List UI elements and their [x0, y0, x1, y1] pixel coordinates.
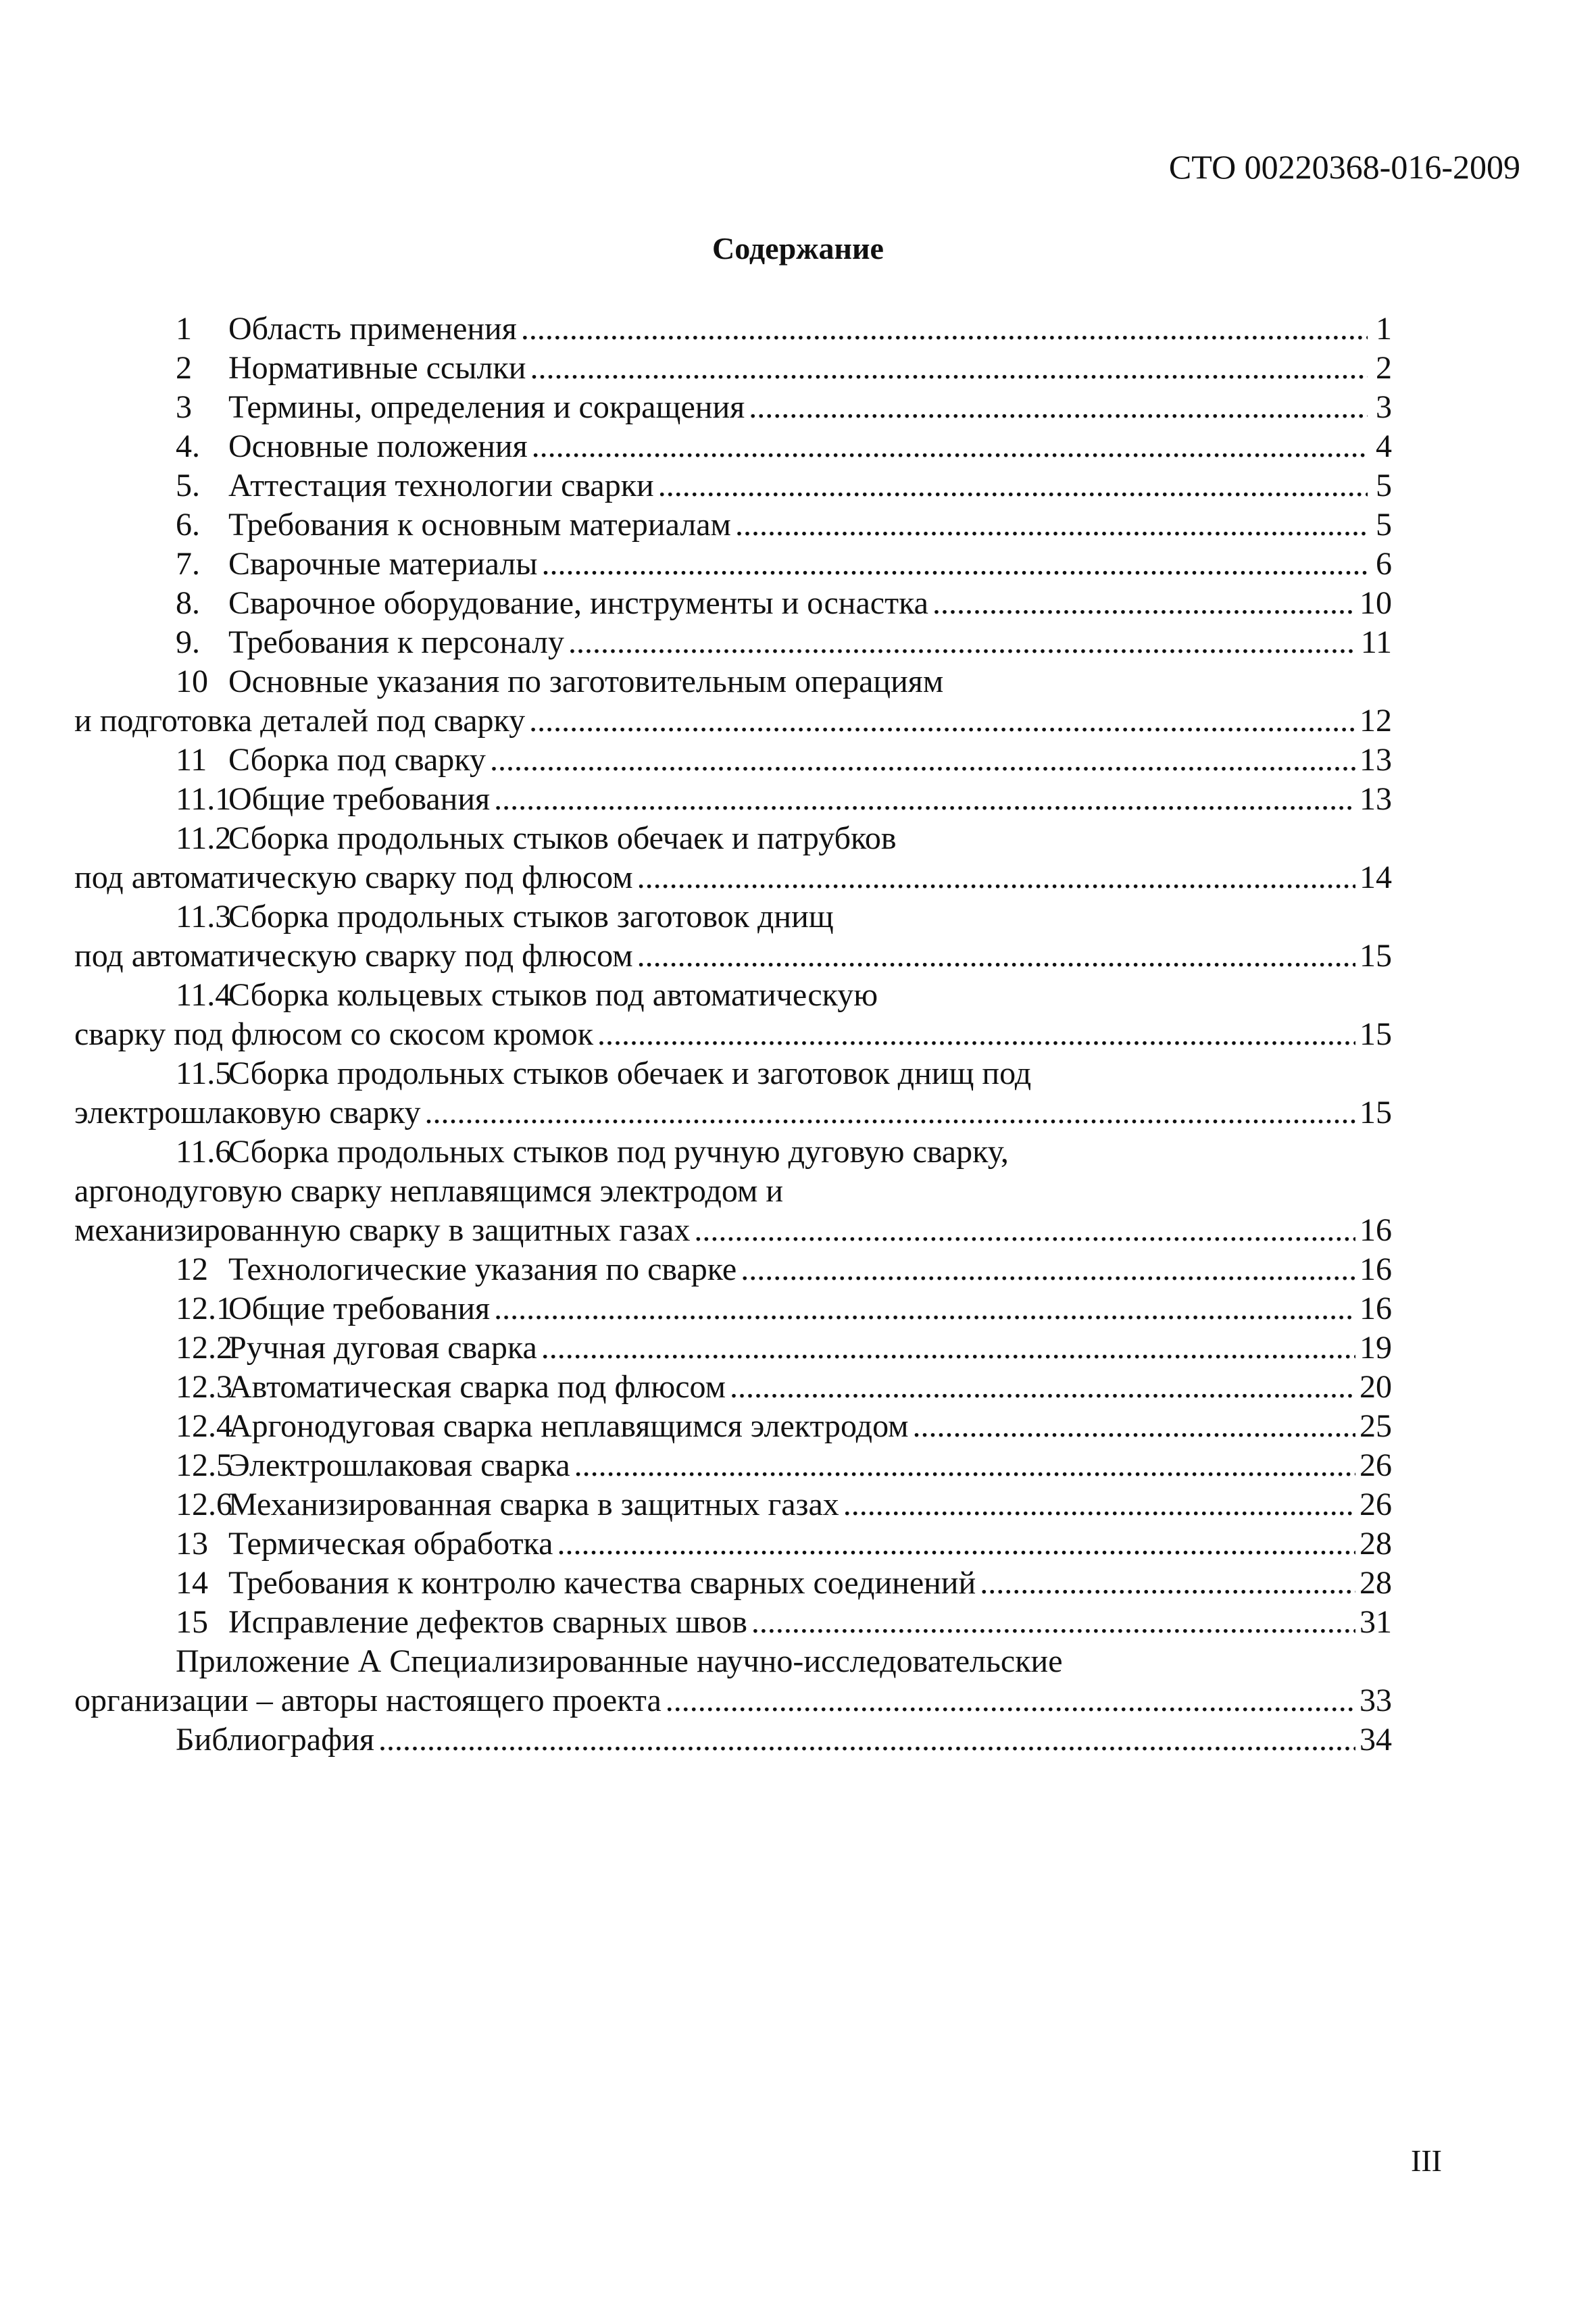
toc-entry-title: Электрошлаковая сварка: [228, 1447, 570, 1483]
toc-entry-title: электрошлаковую сварку: [74, 1095, 421, 1130]
toc-entry-line: [74, 1720, 1392, 1760]
toc-entry-line: [74, 1446, 1392, 1485]
toc-entry-line: [74, 309, 1392, 349]
toc-entry-line: [74, 819, 1392, 858]
toc-entry-page[interactable]: 14: [1360, 860, 1392, 895]
toc-entry-page[interactable]: 2: [1376, 350, 1392, 386]
toc-entry-line: [74, 741, 1392, 780]
toc-entry-page[interactable]: 28: [1360, 1526, 1392, 1562]
toc-entry-number: 5.: [176, 468, 200, 503]
toc-entry: [74, 349, 1392, 388]
toc-entry-number: 11.4: [176, 977, 232, 1013]
toc-dot-leader: [843, 1485, 1355, 1524]
toc-entry: [74, 1407, 1392, 1446]
toc-entry-page[interactable]: 4: [1376, 428, 1392, 464]
toc-entry-number: 1: [176, 311, 192, 347]
toc-dot-leader: [542, 545, 1368, 584]
toc-entry-line: [74, 505, 1392, 545]
toc-entry-page[interactable]: 3: [1376, 389, 1392, 425]
toc-entry-page[interactable]: 15: [1360, 1016, 1392, 1052]
toc-entry-title: Термины, определения и сокращения: [228, 389, 745, 425]
toc-entry: [74, 1368, 1392, 1407]
toc-entry-continuation: [74, 1093, 1392, 1132]
toc-entry-number: 9.: [176, 624, 200, 660]
toc-entry: [74, 1642, 1392, 1720]
toc-entry-title: Основные указания по заготовительным операциям: [228, 664, 944, 699]
toc-entry-number: 10: [176, 664, 208, 699]
toc-entry-title: Общие требования: [228, 781, 491, 817]
toc-entry-line: [74, 584, 1392, 623]
toc-entry: [74, 1289, 1392, 1328]
toc-entry-title: Сварочное оборудование, инструменты и оснастка: [228, 585, 928, 621]
toc-dot-leader: [490, 741, 1355, 780]
toc-entry-line: [74, 1132, 1392, 1172]
toc-entry-title: и подготовка деталей под сварку: [74, 703, 526, 739]
toc-entry-line: [74, 1524, 1392, 1564]
toc-entry-page[interactable]: 20: [1360, 1369, 1392, 1405]
toc-dot-leader: [574, 1446, 1355, 1485]
toc-entry-title: Требования к контролю качества сварных соединений: [228, 1565, 976, 1601]
toc-entry: [74, 584, 1392, 623]
toc-entry-number: 6.: [176, 507, 200, 543]
toc-entry: [74, 1524, 1392, 1564]
toc-entry-title: Сборка кольцевых стыков под автоматическую: [228, 977, 878, 1013]
toc-entry-page[interactable]: 25: [1360, 1408, 1392, 1444]
toc-dot-leader: [980, 1564, 1355, 1603]
toc-dot-leader: [658, 466, 1368, 505]
toc-entry-title: Ручная дуговая сварка: [228, 1330, 537, 1366]
toc-entry: [74, 1054, 1392, 1132]
toc-entry: [74, 1564, 1392, 1603]
toc-entry-page[interactable]: 15: [1360, 1095, 1392, 1130]
toc-entry-line: [74, 1328, 1392, 1368]
toc-entry-continuation: [74, 1211, 1392, 1250]
toc-entry: [74, 1132, 1392, 1250]
toc-entry-title: аргонодуговую сварку неплавящимся электродом и: [74, 1173, 784, 1209]
toc-dot-leader: [521, 309, 1368, 349]
toc-entry-title: Аттестация технологии сварки: [228, 468, 654, 503]
toc-dot-leader: [378, 1720, 1355, 1760]
toc-dot-leader: [751, 1603, 1355, 1642]
toc-entry-continuation: [74, 1681, 1392, 1720]
toc-dot-leader: [913, 1407, 1355, 1446]
toc-entry-title: Сборка продольных стыков обечаек и патрубков: [228, 820, 897, 856]
toc-entry-page[interactable]: 5: [1376, 468, 1392, 503]
toc-entry-number: 4.: [176, 428, 200, 464]
toc-entry-title: организации – авторы настоящего проекта: [74, 1683, 662, 1718]
toc-entry-title: сварку под флюсом со скосом кромок: [74, 1016, 594, 1052]
toc-entry-page[interactable]: 5: [1376, 507, 1392, 543]
toc-entry-line: [74, 1603, 1392, 1642]
toc-entry-number: 7.: [176, 546, 200, 582]
toc-entry-number: 11.6: [176, 1134, 232, 1170]
toc-entry-title: Нормативные ссылки: [228, 350, 526, 386]
toc-entry-line: [74, 427, 1392, 466]
toc-entry-line: [74, 1564, 1392, 1603]
toc-entry-continuation: [74, 858, 1392, 897]
toc-entry-number: 12.1: [176, 1291, 232, 1326]
toc-entry-number: 11.2: [176, 820, 232, 856]
toc-entry-number: 12.5: [176, 1447, 232, 1483]
toc-entry: [74, 1446, 1392, 1485]
toc-entry: [74, 466, 1392, 505]
toc-entry-number: 12: [176, 1251, 208, 1287]
table-of-contents: [74, 309, 1392, 1760]
toc-entry-line: [74, 1054, 1392, 1093]
toc-dot-leader: [568, 623, 1357, 662]
toc-dot-leader: [735, 505, 1368, 545]
toc-entry-number: 15: [176, 1604, 208, 1640]
toc-entry-page[interactable]: 1: [1376, 311, 1392, 347]
toc-dot-leader: [741, 1250, 1355, 1289]
toc-entry-page[interactable]: 16: [1360, 1251, 1392, 1287]
toc-entry: [74, 505, 1392, 545]
toc-entry: [74, 623, 1392, 662]
toc-entry-title: Исправление дефектов сварных швов: [228, 1604, 747, 1640]
toc-entry-number: 13: [176, 1526, 208, 1562]
toc-dot-leader: [730, 1368, 1355, 1407]
toc-entry-line: [74, 976, 1392, 1015]
document-code: СТО 00220368-016-2009: [1168, 148, 1520, 186]
toc-entry-page[interactable]: 26: [1360, 1487, 1392, 1522]
toc-dot-leader: [541, 1328, 1355, 1368]
toc-entry-page[interactable]: 28: [1360, 1565, 1392, 1601]
toc-entry-line: [74, 466, 1392, 505]
toc-entry-line: [74, 897, 1392, 937]
toc-dot-leader: [557, 1524, 1355, 1564]
toc-dot-leader: [494, 780, 1355, 819]
toc-entry-title: Область применения: [228, 311, 517, 347]
toc-entry-title: Технологические указания по сварке: [228, 1251, 737, 1287]
toc-entry-number: 3: [176, 389, 192, 425]
toc-entry-title: под автоматическую сварку под флюсом: [74, 860, 633, 895]
toc-entry: [74, 976, 1392, 1054]
toc-dot-leader: [529, 701, 1355, 741]
toc-entry-title: Сборка продольных стыков обечаек и заготовок днищ под: [228, 1055, 1032, 1091]
toc-dot-leader: [666, 1681, 1355, 1720]
toc-entry-page[interactable]: 26: [1360, 1447, 1392, 1483]
toc-entry: [74, 309, 1392, 349]
toc-entry-page[interactable]: 16: [1360, 1212, 1392, 1248]
toc-entry-title: Приложение А Специализированные научно-исследовательские: [176, 1643, 1063, 1679]
toc-dot-leader: [694, 1211, 1355, 1250]
toc-entry-title: Основные положения: [228, 428, 528, 464]
toc-entry-line: [74, 662, 1392, 701]
toc-entry-page[interactable]: 12: [1360, 703, 1392, 739]
toc-entry-line: [74, 1368, 1392, 1407]
toc-entry: [74, 819, 1392, 897]
toc-entry: [74, 1485, 1392, 1524]
toc-dot-leader: [532, 427, 1368, 466]
toc-entry-title: Термическая обработка: [228, 1526, 553, 1562]
toc-entry-title: Требования к основным материалам: [228, 507, 731, 543]
toc-entry-number: 11.5: [176, 1055, 232, 1091]
toc-entry-number: 11: [176, 742, 207, 778]
toc-entry-line: [74, 1485, 1392, 1524]
toc-entry-number: 12.3: [176, 1369, 232, 1405]
toc-entry-title: Автоматическая сварка под флюсом: [228, 1369, 726, 1405]
toc-dot-leader: [637, 858, 1355, 897]
toc-entry: [74, 427, 1392, 466]
toc-title: Содержание: [712, 231, 884, 266]
toc-entry-page[interactable]: 33: [1360, 1683, 1392, 1718]
toc-dot-leader: [530, 349, 1368, 388]
toc-entry-title: механизированную сварку в защитных газах: [74, 1212, 691, 1248]
toc-entry-title: Механизированная сварка в защитных газах: [228, 1487, 839, 1522]
toc-entry: [74, 545, 1392, 584]
toc-entry-line: [74, 623, 1392, 662]
toc-entry: [74, 1603, 1392, 1642]
toc-entry-title: Сборка под сварку: [228, 742, 486, 778]
toc-dot-leader: [749, 388, 1368, 427]
toc-entry: [74, 388, 1392, 427]
toc-entry-continuation: [74, 937, 1392, 976]
toc-entry-number: 12.2: [176, 1330, 232, 1366]
toc-entry-page[interactable]: 10: [1360, 585, 1392, 621]
toc-entry-page[interactable]: 13: [1360, 742, 1392, 778]
toc-entry-title: Требования к персоналу: [228, 624, 564, 660]
toc-entry: [74, 897, 1392, 976]
toc-entry: [74, 662, 1392, 741]
toc-entry-line: [74, 349, 1392, 388]
toc-entry: [74, 780, 1392, 819]
toc-entry-number: 11.1: [176, 781, 232, 817]
toc-entry-continuation: [74, 1172, 1392, 1211]
toc-entry-number: 2: [176, 350, 192, 386]
toc-entry-page[interactable]: 34: [1360, 1722, 1392, 1758]
toc-entry-title: Библиография: [176, 1722, 374, 1758]
page-number: III: [1411, 2143, 1442, 2178]
toc-dot-leader: [932, 584, 1355, 623]
toc-entry: [74, 1250, 1392, 1289]
toc-entry-title: под автоматическую сварку под флюсом: [74, 938, 633, 974]
toc-entry-line: [74, 388, 1392, 427]
toc-dot-leader: [597, 1015, 1355, 1054]
toc-entry-number: 12.6: [176, 1487, 232, 1522]
toc-entry: [74, 741, 1392, 780]
toc-entry-continuation: [74, 1015, 1392, 1054]
toc-entry-title: Аргонодуговая сварка неплавящимся электродом: [228, 1408, 909, 1444]
toc-entry-number: 12.4: [176, 1408, 232, 1444]
toc-entry-page[interactable]: 19: [1360, 1330, 1392, 1366]
toc-entry-line: [74, 780, 1392, 819]
toc-entry-page[interactable]: 15: [1360, 938, 1392, 974]
toc-dot-leader: [637, 937, 1355, 976]
toc-entry: [74, 1328, 1392, 1368]
toc-entry-page[interactable]: 13: [1360, 781, 1392, 817]
toc-entry-continuation: [74, 701, 1392, 741]
toc-entry-number: 14: [176, 1565, 208, 1601]
toc-entry-title: Сборка продольных стыков под ручную дуговую сварку,: [228, 1134, 1009, 1170]
toc-entry-page[interactable]: 16: [1360, 1291, 1392, 1326]
toc-entry-number: 11.3: [176, 899, 232, 935]
toc-entry-line: [74, 1289, 1392, 1328]
toc-entry-line: [74, 1642, 1392, 1681]
toc-entry: [74, 1720, 1392, 1760]
toc-entry-title: Сварочные материалы: [228, 546, 538, 582]
toc-entry-line: [74, 545, 1392, 584]
toc-entry-line: [74, 1407, 1392, 1446]
toc-dot-leader: [494, 1289, 1355, 1328]
toc-entry-page[interactable]: 31: [1360, 1604, 1392, 1640]
toc-entry-number: 8.: [176, 585, 200, 621]
toc-entry-page[interactable]: 6: [1376, 546, 1392, 582]
toc-dot-leader: [425, 1093, 1355, 1132]
toc-entry-title: Сборка продольных стыков заготовок днищ: [228, 899, 834, 935]
toc-entry-line: [74, 1250, 1392, 1289]
toc-entry-title: Общие требования: [228, 1291, 491, 1326]
toc-entry-page[interactable]: 11: [1360, 624, 1392, 660]
